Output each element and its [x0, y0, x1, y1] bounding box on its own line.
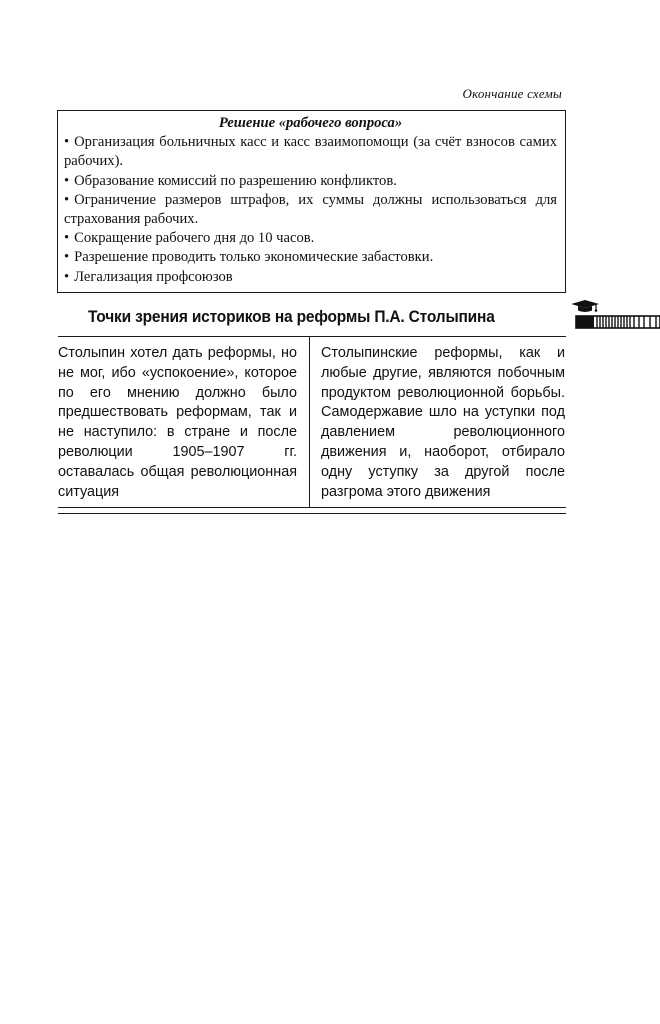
- scheme-box: [57, 110, 566, 293]
- scheme-item: • Сокращение рабочего дня до 10 часов.: [64, 229, 557, 248]
- scheme-item: • Ограничение размеров штрафов, их суммы должны использоваться для страхования рабочих.: [64, 191, 557, 229]
- scheme-item: • Образование комиссий по разрешению конфликтов.: [64, 172, 557, 191]
- continuation-label: Окончание схемы: [462, 86, 562, 101]
- scheme-list: [64, 133, 557, 287]
- scheme-item: • Организация больничных касс и касс взаимопомощи (за счёт взносов самих рабочих).: [64, 133, 557, 171]
- section-heading: Точки зрения историков на реформы П.А. Столыпина: [88, 308, 495, 326]
- view-cell-left: Столыпин хотел дать реформы, но не мог, ибо «успокоение», которое по его мнению должно было предшествовать реформам, так и не наступило: в стране и после революции 1905–1907 гг. оставалась общая революционная ситуация: [58, 337, 310, 507]
- historian-views-table: [58, 336, 566, 508]
- view-cell-right: Столыпинские реформы, как и любые другие, являются побочным продуктом революционной борьбы. Самодержавие шло на уступки под давлением революционного движения и, наоборот, отбирало одну уступку за другой после разгрома этого движения: [321, 345, 565, 500]
- scheme-title: Решение «рабочего вопроса»: [218, 115, 403, 131]
- scheme-item: • Разрешение проводить только экономические забастовки.: [64, 248, 557, 267]
- scheme-item: • Легализация профсоюзов: [64, 268, 557, 287]
- graduation-cap-icon: [572, 296, 660, 332]
